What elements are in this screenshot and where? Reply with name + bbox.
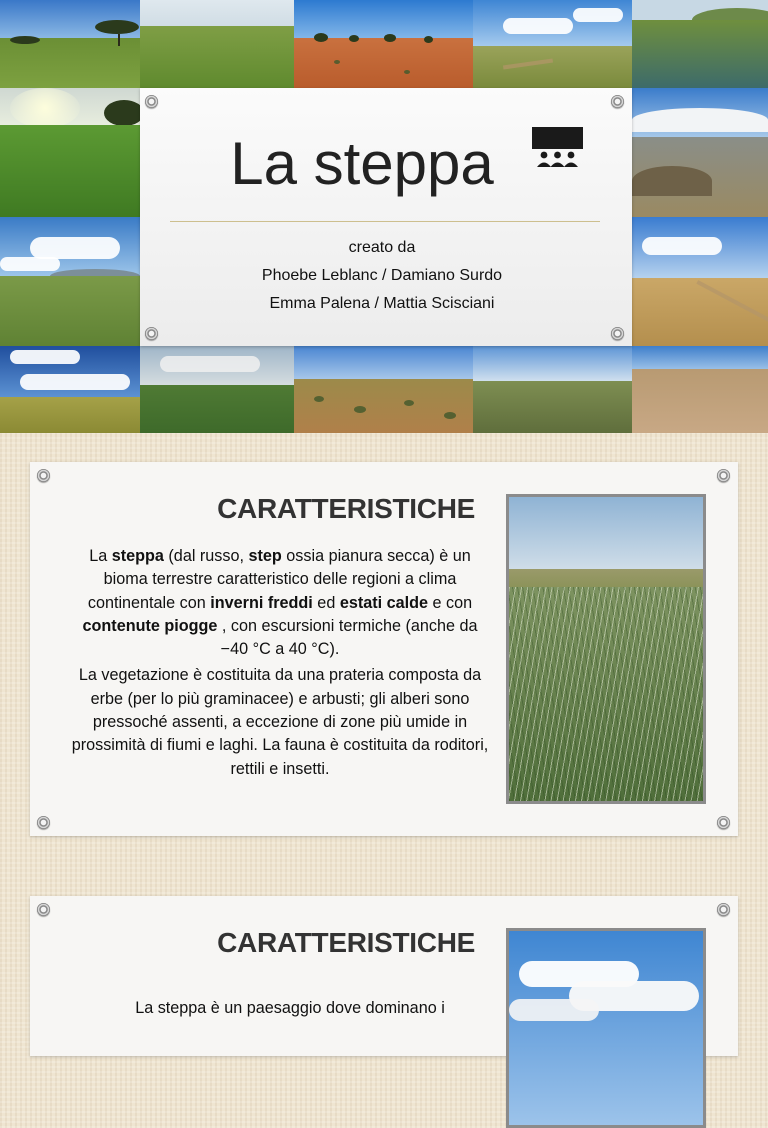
bold-term: contenute piogge [82, 616, 218, 635]
pin-icon [145, 327, 158, 340]
steppe-photo [473, 0, 632, 88]
content-slide [30, 462, 738, 836]
pin-icon [717, 469, 730, 482]
pin-icon [717, 903, 730, 916]
text-run: e con [428, 593, 473, 612]
steppe-photo [0, 88, 140, 217]
steppe-photo [0, 346, 140, 433]
steppe-photo [632, 88, 768, 217]
body-text [80, 997, 500, 1020]
steppe-photo [473, 346, 632, 433]
pin-icon [611, 95, 624, 108]
steppe-photo [294, 346, 473, 433]
paragraph-1: La steppa è un paesaggio dove dominano i [135, 999, 445, 1017]
bold-term: estati calde [339, 593, 429, 612]
pin-icon [717, 816, 730, 829]
page-title: La steppa [230, 130, 494, 197]
steppe-photo [632, 346, 768, 433]
text-run: ed [312, 593, 340, 612]
text-run: La [89, 547, 112, 565]
credits-label: creato da [348, 239, 416, 256]
body-text [70, 545, 490, 781]
text-run: ossia pianura secca) è un bioma terrestre caratteristico delle regioni a clima continentale con [87, 547, 471, 612]
pin-icon [37, 469, 50, 482]
steppe-grass-photo [506, 494, 706, 804]
steppe-photo [0, 217, 140, 346]
steppe-sky-photo [506, 928, 706, 1128]
section-heading: CARATTERISTICHE [217, 493, 475, 524]
paragraph-2: La vegetazione è costituita da una prateria composta da erbe (per lo più graminacee) e arbusti; gli alberi sono pressoché assenti, a eccezione di zone più umide in prossimità di fiumi e laghi. La fauna è costituita da roditori, rettili e insetti. [71, 666, 489, 778]
steppe-photo [0, 0, 140, 88]
pin-icon [145, 95, 158, 108]
pin-icon [37, 903, 50, 916]
paragraph-1 [70, 545, 490, 661]
text-run: (dal russo, [163, 547, 249, 565]
authors-line: Emma Palena / Mattia Scisciani [269, 295, 495, 312]
presentation-audience-icon [531, 127, 584, 167]
pin-icon [37, 816, 50, 829]
steppe-photo [632, 0, 768, 88]
bold-term: steppa [111, 547, 164, 565]
steppe-photo [140, 0, 294, 88]
pin-icon [611, 327, 624, 340]
bold-term: step [248, 547, 282, 565]
steppe-photo [632, 217, 768, 346]
steppe-photo [294, 0, 473, 88]
section-heading: CARATTERISTICHE [217, 927, 475, 958]
content-slide [30, 896, 738, 1056]
steppe-photo [140, 346, 294, 433]
title-slide [0, 0, 768, 433]
title-divider [170, 221, 600, 222]
text-run: , con escursioni termiche (anche da −40 °C a 40 °C). [217, 616, 478, 659]
authors-line: Phoebe Leblanc / Damiano Surdo [261, 267, 503, 284]
bold-term: inverni freddi [210, 593, 313, 612]
